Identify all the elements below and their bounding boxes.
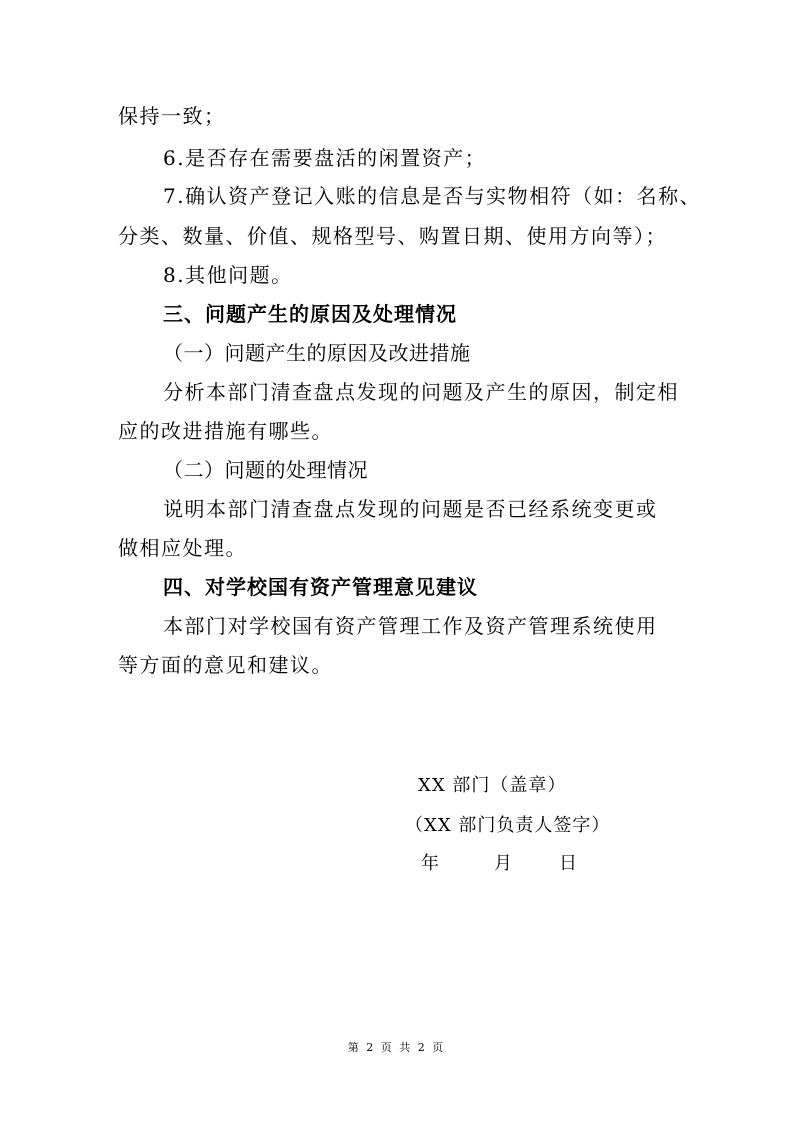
body-line-suggestion: 本部门对学校国有资产管理工作及资产管理系统使用 <box>163 614 658 638</box>
section-heading-4: 四、对学校国有资产管理意见建议 <box>163 575 478 599</box>
date-year-label: 年 <box>421 853 439 874</box>
subsection-heading-2: （二）问题的处理情况 <box>163 458 368 482</box>
responsible-signature-label: （XX 部门负责人签字） <box>405 815 611 836</box>
date-day-label: 日 <box>559 853 577 874</box>
page-number-footer: 第 2 页 共 2 页 <box>347 1041 446 1054</box>
body-line-continuation: 保持一致； <box>118 104 226 128</box>
body-line-analysis-cont: 应的改进措施有哪些。 <box>118 419 333 443</box>
date-month-label: 月 <box>494 853 512 874</box>
section-heading-3: 三、问题产生的原因及处理情况 <box>163 302 457 326</box>
body-line-item-7-cont: 分类、数量、价值、规格型号、购置日期、使用方向等）； <box>118 224 667 248</box>
subsection-heading-1: （一）问题产生的原因及改进措施 <box>163 341 471 365</box>
body-line-item-6: 6.是否存在需要盘活的闲置资产； <box>163 146 487 170</box>
body-line-analysis: 分析本部门清查盘点发现的问题及产生的原因，制定相 <box>163 380 679 404</box>
department-seal-label: XX 部门（盖章） <box>418 775 567 796</box>
body-line-explain-cont: 做相应处理。 <box>118 536 247 560</box>
body-line-suggestion-cont: 等方面的意见和建议。 <box>118 653 333 677</box>
body-line-item-8: 8.其他问题。 <box>163 263 293 287</box>
body-line-explain: 说明本部门清查盘点发现的问题是否已经系统变更或 <box>163 497 658 521</box>
body-line-item-7: 7.确认资产登记入账的信息是否与实物相符（如：名称、 <box>163 184 702 208</box>
